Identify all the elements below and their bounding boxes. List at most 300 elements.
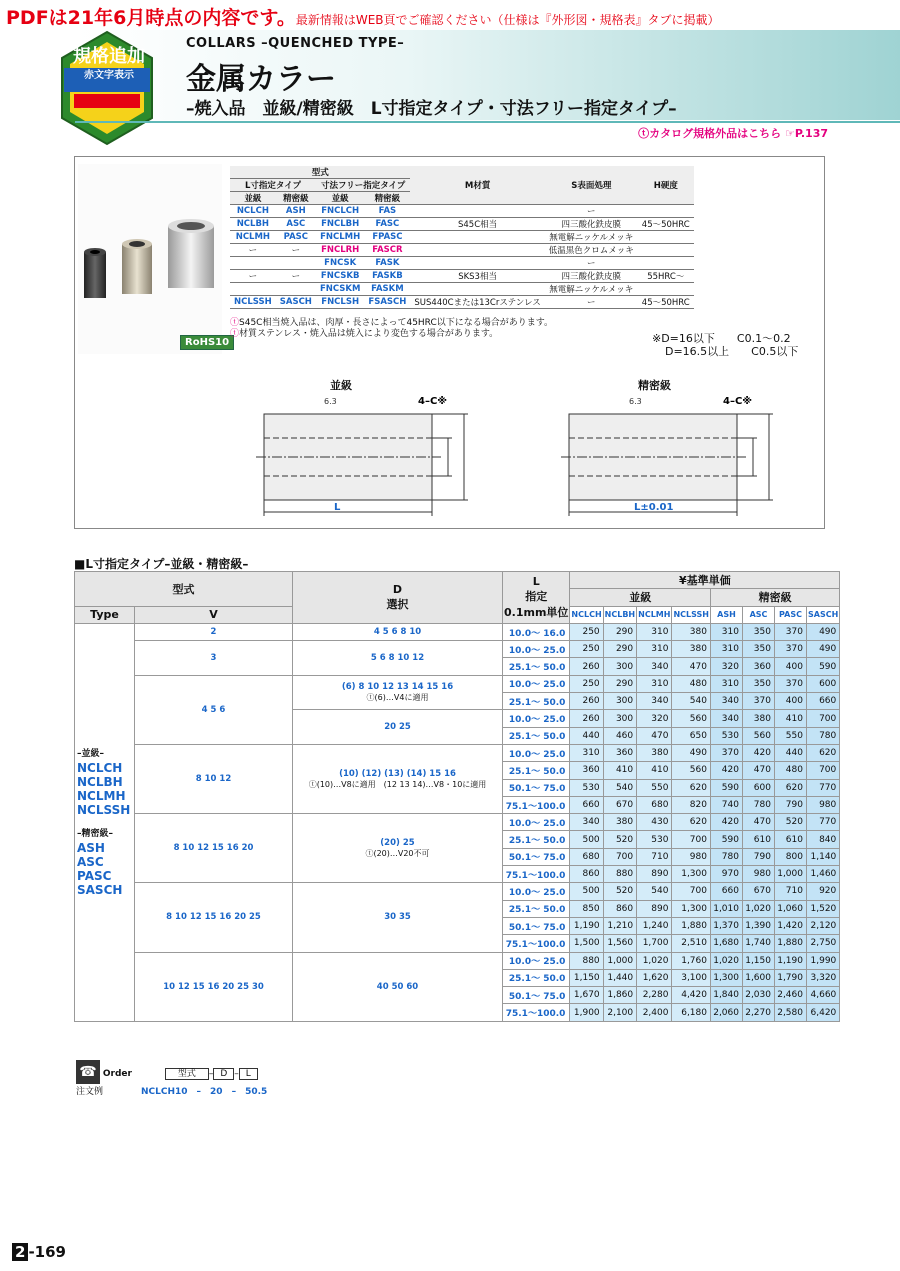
price-cell: 540 xyxy=(672,693,711,710)
spec-cell: ー xyxy=(545,296,638,309)
spec-cell: ー xyxy=(545,205,638,218)
price-cell: 370 xyxy=(774,675,806,692)
v-value: 8 10 12 15 16 20 25 xyxy=(135,883,293,952)
price-cell: 1,240 xyxy=(637,917,672,934)
price-cell: 1,020 xyxy=(637,952,672,969)
spec-cell: FSASCH xyxy=(364,296,410,309)
price-cell: 2,460 xyxy=(774,987,806,1004)
price-cell: 300 xyxy=(603,658,636,675)
price-cell: 520 xyxy=(603,883,636,900)
price-cell: 4,420 xyxy=(672,987,711,1004)
price-cell: 700 xyxy=(806,762,839,779)
price-cell: 2,030 xyxy=(742,987,774,1004)
price-cell: 320 xyxy=(637,710,672,727)
title-subtitle: –焼入品 並級/精密級 L寸指定タイプ・寸法フリー指定タイプ– xyxy=(186,99,677,119)
product-photo xyxy=(78,164,222,354)
l-range: 25.1～ 50.0 xyxy=(503,762,570,779)
price-cell: 490 xyxy=(806,641,839,658)
header-rule xyxy=(75,121,900,123)
price-cell: 1,500 xyxy=(570,935,603,952)
spec-cell xyxy=(410,205,544,218)
roughness-prec: 6.3 xyxy=(629,397,642,406)
type-list: –並級– NCLCH NCLBH NCLMH NCLSSH –精密級– ASH ASC PASC SASCH xyxy=(75,623,135,1021)
price-cell: 780 xyxy=(742,796,774,813)
price-cell: 540 xyxy=(637,883,672,900)
price-cell: 310 xyxy=(710,675,742,692)
spec-cell: FASKM xyxy=(364,283,410,296)
price-cell: 380 xyxy=(672,623,711,640)
price-cell: 1,700 xyxy=(637,935,672,952)
price-cell: 310 xyxy=(710,623,742,640)
spec-cell: 55HRC～ xyxy=(638,270,694,283)
d-values: 4 5 6 8 10 xyxy=(293,623,503,640)
price-cell: 380 xyxy=(672,641,711,658)
price-cell: 290 xyxy=(603,641,636,658)
catalog-icon: ⓣ xyxy=(638,127,650,140)
price-cell: 1,620 xyxy=(637,969,672,986)
price-cell: 460 xyxy=(603,727,636,744)
spec-cell: FPASC xyxy=(364,231,410,244)
price-row xyxy=(75,883,840,900)
price-cell: 490 xyxy=(806,623,839,640)
price-cell: 670 xyxy=(742,883,774,900)
price-cell: 670 xyxy=(603,796,636,813)
spec-row xyxy=(230,257,694,270)
price-cell: 470 xyxy=(742,814,774,831)
l-range: 75.1～100.0 xyxy=(503,796,570,813)
price-cell: 350 xyxy=(742,675,774,692)
price-cell: 1,390 xyxy=(742,917,774,934)
spec-cell xyxy=(638,244,694,257)
spec-cell: ー xyxy=(276,244,316,257)
spec-cell xyxy=(638,283,694,296)
d-values: 5 6 8 10 12 xyxy=(293,641,503,676)
l-range: 75.1～100.0 xyxy=(503,935,570,952)
spec-cell xyxy=(410,231,544,244)
l-range: 50.1～ 75.0 xyxy=(503,917,570,934)
price-cell: 250 xyxy=(570,623,603,640)
catalog-link[interactable]: ⓣカタログ規格外品はこちら ☞P.137 xyxy=(638,127,828,140)
price-cell: 1,370 xyxy=(710,917,742,934)
spec-cell: ー xyxy=(545,257,638,270)
page-ref-icon: ☞ xyxy=(784,127,795,140)
price-cell: 610 xyxy=(742,831,774,848)
spec-cell: FNCLBH xyxy=(316,218,364,231)
price-cell: 310 xyxy=(637,623,672,640)
price-cell: 530 xyxy=(710,727,742,744)
price-cell: 560 xyxy=(672,710,711,727)
spec-cell: NCLSSH xyxy=(230,296,276,309)
price-cell: 340 xyxy=(710,693,742,710)
price-cell: 980 xyxy=(806,796,839,813)
price-cell: 1,900 xyxy=(570,1004,603,1021)
price-cell: 1,460 xyxy=(806,866,839,883)
notes xyxy=(230,318,553,340)
spec-row xyxy=(230,244,694,257)
price-cell: 350 xyxy=(742,623,774,640)
price-cell: 560 xyxy=(742,727,774,744)
price-cell: 1,860 xyxy=(603,987,636,1004)
price-cell: 770 xyxy=(806,814,839,831)
price-cell: 2,060 xyxy=(710,1004,742,1021)
spec-cell: 無電解ニッケルメッキ xyxy=(545,231,638,244)
price-cell: 1,680 xyxy=(710,935,742,952)
price-cell: 660 xyxy=(570,796,603,813)
price-cell: 1,840 xyxy=(710,987,742,1004)
price-cell: 2,280 xyxy=(637,987,672,1004)
v-value: 8 10 12 xyxy=(135,744,293,813)
price-cell: 360 xyxy=(570,762,603,779)
l-range: 75.1～100.0 xyxy=(503,866,570,883)
l-range: 25.1～ 50.0 xyxy=(503,969,570,986)
price-cell: 1,880 xyxy=(774,935,806,952)
spec-cell: SASCH xyxy=(276,296,316,309)
price-cell: 500 xyxy=(570,883,603,900)
v-value: 3 xyxy=(135,641,293,676)
price-row xyxy=(75,641,840,658)
price-cell: 680 xyxy=(637,796,672,813)
spec-cell: SUS440Cまたは13Crステンレス xyxy=(410,296,544,309)
price-cell: 420 xyxy=(710,814,742,831)
spec-cell: SKS3相当 xyxy=(410,270,544,283)
price-row xyxy=(75,623,840,640)
price-cell: 300 xyxy=(603,710,636,727)
badge-subtext: 赤文字表示 xyxy=(84,70,134,81)
spec-cell: 四三酸化鉄皮膜 xyxy=(545,218,638,231)
price-cell: 440 xyxy=(774,744,806,761)
material-header: M材質 xyxy=(410,166,544,205)
price-cell: 890 xyxy=(637,866,672,883)
l-range: 25.1～ 50.0 xyxy=(503,658,570,675)
price-cell: 620 xyxy=(806,744,839,761)
spec-cell xyxy=(410,257,544,270)
price-cell: 480 xyxy=(672,675,711,692)
v-value: 2 xyxy=(135,623,293,640)
price-cell: 1,150 xyxy=(570,969,603,986)
price-cell: 380 xyxy=(742,710,774,727)
price-cell: 590 xyxy=(806,658,839,675)
price-cell: 3,320 xyxy=(806,969,839,986)
price-cell: 2,750 xyxy=(806,935,839,952)
l-range: 25.1～ 50.0 xyxy=(503,831,570,848)
price-cell: 250 xyxy=(570,675,603,692)
v-value: 10 12 15 16 20 25 30 xyxy=(135,952,293,1021)
price-cell: 700 xyxy=(603,848,636,865)
spec-table: 型式 M材質 S表面処理 H硬度 L寸指定タイプ 寸法フリー指定タイプ 並級 精密級 並級 精密級 NCLCH ASH FNCLCH FAS ー NCLBH ASC FNCLBH FASC S45C相当 四三酸化鉄皮膜 45～50HRC NCLMH PASC FNCLMH FPASC 無電解ニッケルメッキ ー ー FNCLRH FASCR 低温黒色クロムメッキ FNCSK FASK ー ー ー FNCSKB FASKB SKS3相当 四三酸化鉄皮膜 55HRC～ FNCSKM FASKM 無電解ニッケルメッキ NCLSSH SASCH FNCLSH FSASCH SUS440Cまたは13Crステンレス ー 45～50HRC xyxy=(230,166,694,309)
dim-l-prec: L±0.01 xyxy=(634,502,674,513)
price-cell: 2,120 xyxy=(806,917,839,934)
hardness-header: H硬度 xyxy=(638,166,694,205)
l-range: 10.0～ 25.0 xyxy=(503,710,570,727)
price-cell: 430 xyxy=(637,814,672,831)
price-cell: 380 xyxy=(603,814,636,831)
l-range: 10.0～ 16.0 xyxy=(503,623,570,640)
price-cell: 260 xyxy=(570,693,603,710)
spec-cell: FNCLCH xyxy=(316,205,364,218)
spec-cell: 45～50HRC xyxy=(638,296,694,309)
price-cell: 1,300 xyxy=(710,969,742,986)
spec-row xyxy=(230,270,694,283)
spec-cell: FAS xyxy=(364,205,410,218)
price-cell: 310 xyxy=(637,675,672,692)
chamfer-std: 4–C※ xyxy=(418,396,448,407)
spec-row xyxy=(230,231,694,244)
l-range: 50.1～ 75.0 xyxy=(503,779,570,796)
collar-drawings xyxy=(236,390,776,520)
price-cell: 1,790 xyxy=(774,969,806,986)
spec-cell: 無電解ニッケルメッキ xyxy=(545,283,638,296)
s-icon: S xyxy=(571,181,578,191)
price-cell: 620 xyxy=(672,814,711,831)
price-cell: 2,580 xyxy=(774,1004,806,1021)
price-cell: 2,510 xyxy=(672,935,711,952)
price-cell: 650 xyxy=(672,727,711,744)
l-range: 50.1～ 75.0 xyxy=(503,987,570,1004)
price-cell: 420 xyxy=(742,744,774,761)
section-title: ■L寸指定タイプ–並級・精密級– xyxy=(74,557,249,571)
note-2: ⓣ材質ステンレス・焼入品は焼入により変色する場合があります。 xyxy=(230,329,499,339)
d-values: 20 25 xyxy=(293,710,503,745)
price-cell: 660 xyxy=(806,693,839,710)
spec-row xyxy=(230,296,694,309)
price-cell: 780 xyxy=(806,727,839,744)
price-cell: 1,300 xyxy=(672,900,711,917)
price-cell: 2,400 xyxy=(637,1004,672,1021)
spec-cell xyxy=(276,257,316,270)
price-row xyxy=(75,952,840,969)
note-1: ⓣS45C相当焼入品は、肉厚・長さによって45HRC以下になる場合があります。 xyxy=(230,318,554,328)
spec-cell: ASH xyxy=(276,205,316,218)
price-cell: 620 xyxy=(774,779,806,796)
spec-cell: 四三酸化鉄皮膜 xyxy=(545,270,638,283)
price-cell: 1,140 xyxy=(806,848,839,865)
price-cell: 840 xyxy=(806,831,839,848)
price-cell: 530 xyxy=(570,779,603,796)
spec-cell: FNCLSH xyxy=(316,296,364,309)
price-cell: 1,880 xyxy=(672,917,711,934)
v-value: 4 5 6 xyxy=(135,675,293,744)
d-values: 30 35 xyxy=(293,883,503,952)
spec-cell: 45～50HRC xyxy=(638,218,694,231)
price-cell: 6,420 xyxy=(806,1004,839,1021)
m-icon: M xyxy=(464,181,474,191)
spec-cell xyxy=(230,257,276,270)
price-row xyxy=(75,675,840,692)
price-cell: 820 xyxy=(672,796,711,813)
price-cell: 800 xyxy=(774,848,806,865)
dim-l-std: L xyxy=(334,502,341,513)
price-cell: 1,990 xyxy=(806,952,839,969)
price-table: 型式 D 選択 L 指定 0.1mm単位 ¥基準単価 並級 精密級 Type V NCLCH NCLBH NCLMH NCLSSH ASH ASC PASC SASCH –並級– NCLCH NCLBH NCLMH NCLSSH –精密級– ASH ASC PASC SASCH 2 4 5 6 8 10 10.0～ 16.0 250 290 310 380 310 350 370 490 3 5 6 8 10 12 10.0～ 25.0 250 290 310 380 310 350 370 490 25.1～ 50.0 260 300 340 470 320 360 400 590 4 5 6 (6) 8 10 12 13 14 15 16 ⓣ(6)…V4に適用 10.0～ 25.0 250 290 310 480 310 350 370 600 25.1～ 50.0 260 300 340 540 340 370 400 660 20 25 10.0～ 25.0 260 300 320 560 340 380 410 700 25.1～ 50.0 440 460 470 650 530 560 550 780 8 10 12 (10) (12) (13) (14) 15 16 ⓣ(10)…V8に適用 (12 13 14)…V8・10に適用 10.0～ 25.0 310 360 380 490 370 420 440 620 25.1～ 50.0 360 410 410 560 420 470 480 700 50.1～ 75.0 530 540 550 620 590 600 620 770 75.1～100.0 660 670 680 820 740 780 790 980 8 10 12 15 16 20 (20) 25 ⓣ(20)…V20不可 10.0～ 25.0 340 380 430 620 420 470 520 770 25.1～ 50.0 500 520 530 700 590 610 610 840 50.1～ 75.0 680 700 710 980 780 790 800 1,140 75.1～100.0 860 880 890 1,300 970 980 1,000 1,460 8 10 12 15 16 20 25 30 35 10.0～ 25.0 500 520 540 700 660 670 710 920 25.1～ 50.0 850 860 890 1,300 1,010 1,020 1,060 1,520 50.1～ 75.0 1,190 1,210 1,240 1,880 1,370 1,390 1,420 2,120 75.1～100.0 1,500 1,560 1,700 2,510 1,680 1,740 1,880 2,750 10 12 15 16 20 25 30 40 50 60 10.0～ 25.0 880 1,000 1,020 1,760 1,020 1,150 1,190 1,990 25.1～ 50.0 1,150 1,440 1,620 3,100 1,300 1,600 1,790 3,320 50.1～ 75.0 1,670 1,860 2,280 4,420 1,840 2,030 2,460 4,660 75.1～100.0 1,900 2,100 2,400 6,180 2,060 2,270 2,580 6,420 xyxy=(74,571,840,1022)
price-cell: 610 xyxy=(774,831,806,848)
price-cell: 890 xyxy=(637,900,672,917)
price-cell: 600 xyxy=(806,675,839,692)
price-cell: 970 xyxy=(710,866,742,883)
price-cell: 370 xyxy=(742,693,774,710)
price-cell: 550 xyxy=(774,727,806,744)
drawing-prec-label: 精密級 xyxy=(638,379,671,392)
price-cell: 1,020 xyxy=(710,952,742,969)
price-cell: 310 xyxy=(570,744,603,761)
price-cell: 380 xyxy=(637,744,672,761)
price-cell: 4,660 xyxy=(806,987,839,1004)
price-cell: 710 xyxy=(774,883,806,900)
price-cell: 520 xyxy=(603,831,636,848)
price-cell: 470 xyxy=(672,658,711,675)
price-cell: 370 xyxy=(774,641,806,658)
spec-cell: FASC xyxy=(364,218,410,231)
price-cell: 1,420 xyxy=(774,917,806,934)
price-cell: 470 xyxy=(637,727,672,744)
price-cell: 1,210 xyxy=(603,917,636,934)
price-cell: 920 xyxy=(806,883,839,900)
spec-cell: NCLCH xyxy=(230,205,276,218)
spec-row xyxy=(230,218,694,231)
price-cell: 710 xyxy=(637,848,672,865)
price-cell: 410 xyxy=(637,762,672,779)
l-range: 10.0～ 25.0 xyxy=(503,814,570,831)
order-example: ☎ Order 型式 – D – L 注文例 NCLCH10 – 20 – 50.5 xyxy=(76,1060,267,1097)
drawing-std-label: 並級 xyxy=(330,379,352,392)
spec-cell xyxy=(638,231,694,244)
price-cell: 980 xyxy=(672,848,711,865)
price-cell: 310 xyxy=(710,641,742,658)
price-cell: 260 xyxy=(570,710,603,727)
price-row xyxy=(75,814,840,831)
price-cell: 360 xyxy=(742,658,774,675)
l-range: 75.1～100.0 xyxy=(503,1004,570,1021)
price-cell: 680 xyxy=(570,848,603,865)
l-range: 10.0～ 25.0 xyxy=(503,675,570,692)
price-cell: 600 xyxy=(742,779,774,796)
price-cell: 550 xyxy=(637,779,672,796)
spec-cell: ー xyxy=(230,270,276,283)
l-range: 10.0～ 25.0 xyxy=(503,744,570,761)
price-cell: 700 xyxy=(672,883,711,900)
spec-cell: FNCLRH xyxy=(316,244,364,257)
d-note: ⓣ(20)…V20不可 xyxy=(365,848,430,858)
price-cell: 700 xyxy=(672,831,711,848)
price-cell: 790 xyxy=(742,848,774,865)
price-cell: 340 xyxy=(637,658,672,675)
spec-cell: ー xyxy=(230,244,276,257)
price-cell: 2,270 xyxy=(742,1004,774,1021)
d-values: (20) 25 ⓣ(20)…V20不可 xyxy=(293,814,503,883)
spec-cell: FASKB xyxy=(364,270,410,283)
spec-cell: 低温黒色クロムメッキ xyxy=(545,244,638,257)
spec-cell: S45C相当 xyxy=(410,218,544,231)
spec-cell: PASC xyxy=(276,231,316,244)
price-cell: 1,560 xyxy=(603,935,636,952)
price-cell: 340 xyxy=(637,693,672,710)
price-cell: 1,010 xyxy=(710,900,742,917)
price-cell: 1,000 xyxy=(774,866,806,883)
price-cell: 1,440 xyxy=(603,969,636,986)
spec-cell xyxy=(410,283,544,296)
price-cell: 370 xyxy=(774,623,806,640)
price-cell: 470 xyxy=(742,762,774,779)
price-cell: 850 xyxy=(570,900,603,917)
price-cell: 1,020 xyxy=(742,900,774,917)
price-cell: 290 xyxy=(603,675,636,692)
d-values: (10) (12) (13) (14) 15 16 ⓣ(10)…V8に適用 (12 13 14)…V8・10に適用 xyxy=(293,744,503,813)
surface-header: S表面処理 xyxy=(545,166,638,205)
price-cell: 1,060 xyxy=(774,900,806,917)
order-icon: ☎ xyxy=(76,1060,100,1084)
price-cell: 1,670 xyxy=(570,987,603,1004)
spec-cell xyxy=(230,283,276,296)
price-cell: 1,740 xyxy=(742,935,774,952)
price-cell: 400 xyxy=(774,658,806,675)
price-cell: 740 xyxy=(710,796,742,813)
l-range: 25.1～ 50.0 xyxy=(503,900,570,917)
l-range: 50.1～ 75.0 xyxy=(503,848,570,865)
spec-cell: FASCR xyxy=(364,244,410,257)
spec-cell: ASC xyxy=(276,218,316,231)
price-cell: 500 xyxy=(570,831,603,848)
price-cell: 340 xyxy=(570,814,603,831)
spec-cell: FNCSK xyxy=(316,257,364,270)
price-cell: 310 xyxy=(637,641,672,658)
price-cell: 340 xyxy=(710,710,742,727)
spec-cell: ー xyxy=(276,270,316,283)
price-cell: 1,190 xyxy=(570,917,603,934)
spec-cell: NCLMH xyxy=(230,231,276,244)
roughness-std: 6.3 xyxy=(324,397,337,406)
price-cell: 360 xyxy=(603,744,636,761)
price-cell: 440 xyxy=(570,727,603,744)
l-range: 10.0～ 25.0 xyxy=(503,952,570,969)
price-cell: 300 xyxy=(603,693,636,710)
price-cell: 6,180 xyxy=(672,1004,711,1021)
price-cell: 860 xyxy=(570,866,603,883)
price-cell: 480 xyxy=(774,762,806,779)
price-cell: 770 xyxy=(806,779,839,796)
spec-cell: FNCSKM xyxy=(316,283,364,296)
price-cell: 320 xyxy=(710,658,742,675)
price-cell: 410 xyxy=(774,710,806,727)
price-cell: 3,100 xyxy=(672,969,711,986)
page-title: 金属カラー xyxy=(186,62,336,97)
price-cell: 520 xyxy=(774,814,806,831)
price-cell: 780 xyxy=(710,848,742,865)
price-cell: 660 xyxy=(710,883,742,900)
price-cell: 590 xyxy=(710,831,742,848)
spec-cell: FNCLMH xyxy=(316,231,364,244)
price-cell: 880 xyxy=(603,866,636,883)
price-cell: 530 xyxy=(637,831,672,848)
price-cell: 350 xyxy=(742,641,774,658)
price-cell: 400 xyxy=(774,693,806,710)
price-cell: 700 xyxy=(806,710,839,727)
spec-cell: FNCSKB xyxy=(316,270,364,283)
d-values: (6) 8 10 12 13 14 15 16 ⓣ(6)…V4に適用 xyxy=(293,675,503,710)
spec-cell: FASK xyxy=(364,257,410,270)
price-cell: 620 xyxy=(672,779,711,796)
title-english: COLLARS –QUENCHED TYPE– xyxy=(186,36,405,51)
spec-cell xyxy=(638,257,694,270)
d-note: ⓣ(10)…V8に適用 (12 13 14)…V8・10に適用 xyxy=(308,779,487,789)
price-cell: 1,190 xyxy=(774,952,806,969)
price-cell: 880 xyxy=(570,952,603,969)
price-cell: 590 xyxy=(710,779,742,796)
l-range: 25.1～ 50.0 xyxy=(503,693,570,710)
price-cell: 370 xyxy=(710,744,742,761)
price-cell: 860 xyxy=(603,900,636,917)
page-number: 2 -169 xyxy=(12,1243,66,1261)
chamfer-note: ※D=16以下 C0.1～0.2 D=16.5以上 C0.5以下 xyxy=(652,332,799,358)
d-note: ⓣ(6)…V4に適用 xyxy=(366,693,429,703)
